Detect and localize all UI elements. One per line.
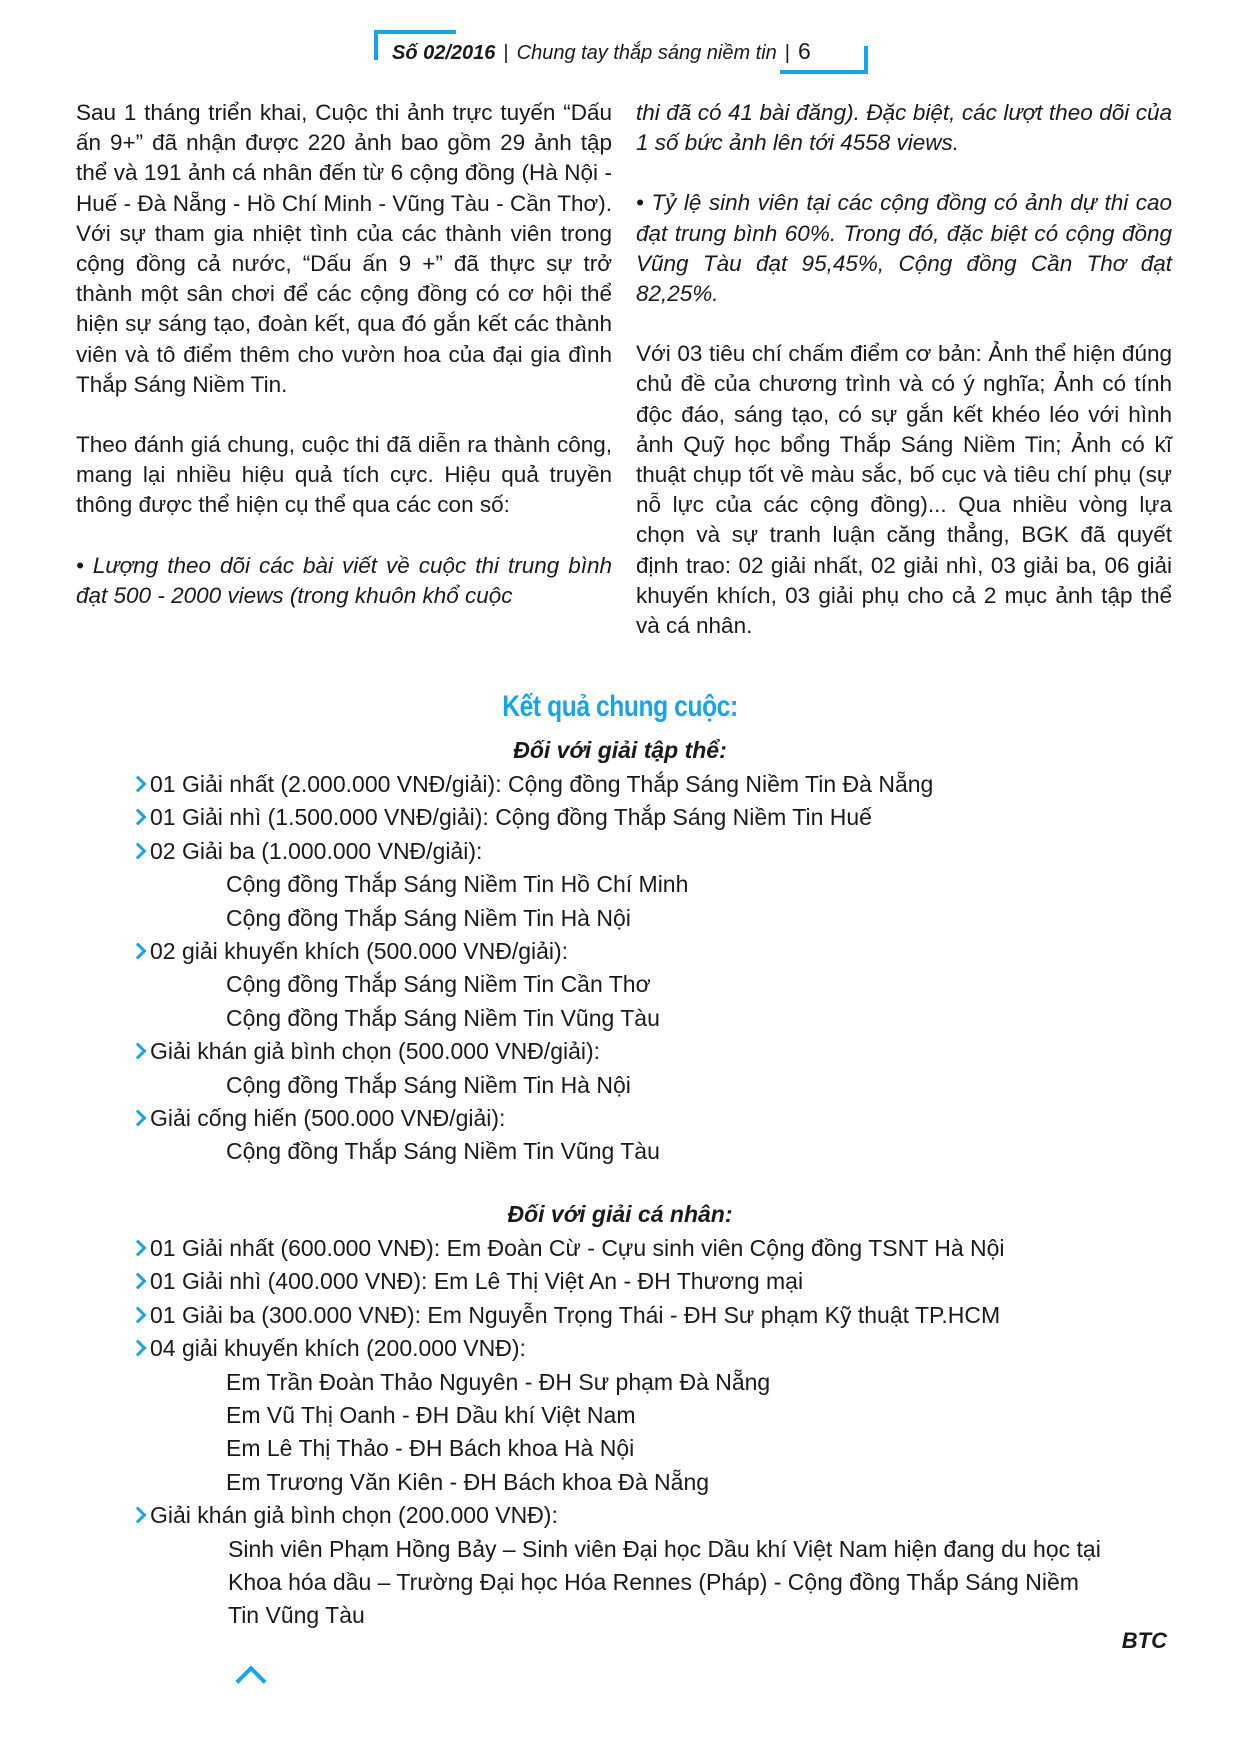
bullet-paragraph-continued: thi đã có 41 bài đăng). Đặc biệt, các lượt theo dõi của 1 số bức ảnh lên tới 4558 views. xyxy=(636,100,1172,156)
individual-awards-heading: Đối với giải cá nhân: xyxy=(507,1201,733,1227)
award-item xyxy=(130,1332,1166,1365)
recipient-line: Sinh viên Phạm Hồng Bảy – Sinh viên Đại học Dầu khí Việt Nam hiện đang du học tại xyxy=(228,1535,1101,1562)
chevron-right-icon xyxy=(130,1240,147,1257)
award-item xyxy=(130,801,933,834)
chevron-right-icon xyxy=(130,776,147,793)
chevron-up-icon xyxy=(235,1665,266,1696)
header-rule-top xyxy=(374,30,456,34)
issue-number: Số 02/2016 xyxy=(392,42,496,64)
award-text: Em Lê Thị Thảo - ĐH Bách khoa Hà Nội xyxy=(226,1435,635,1462)
page-header xyxy=(392,38,811,65)
award-text: Giải khán giả bình chọn (500.000 VNĐ/giải): xyxy=(150,1038,601,1065)
award-item xyxy=(130,1035,933,1068)
back-to-top-button[interactable] xyxy=(232,1660,268,1688)
recipient-line: Tin Vũng Tàu xyxy=(228,1602,365,1629)
award-recipient xyxy=(130,1002,933,1035)
group-awards-list xyxy=(130,768,933,1169)
chevron-right-icon xyxy=(130,1306,147,1323)
chevron-right-icon xyxy=(130,1043,147,1060)
award-recipient xyxy=(130,902,933,935)
award-text: 02 giải khuyến khích (500.000 VNĐ/giải): xyxy=(150,937,569,964)
award-text: 01 Giải ba (300.000 VNĐ): Em Nguyễn Trọng Thái - ĐH Sư phạm Kỹ thuật TP.HCM xyxy=(150,1301,1001,1328)
header-rule-left-vertical xyxy=(374,30,378,60)
award-recipient xyxy=(130,1069,933,1102)
award-recipient xyxy=(130,1432,1166,1465)
header-rule-bottom xyxy=(780,70,868,74)
chevron-right-icon xyxy=(130,842,147,859)
award-recipient xyxy=(130,868,933,901)
award-recipient xyxy=(130,1366,1166,1399)
award-item xyxy=(130,768,933,801)
chevron-right-icon xyxy=(130,809,147,826)
award-recipient xyxy=(130,1399,1166,1432)
newsletter-title: Chung tay thắp sáng niềm tin xyxy=(516,42,777,64)
award-recipient-multiline xyxy=(130,1533,1166,1633)
award-item xyxy=(130,835,933,868)
award-text: 01 Giải nhất (600.000 VNĐ): Em Đoàn Cừ - Cựu sinh viên Cộng đồng TSNT Hà Nội xyxy=(150,1235,1005,1261)
award-item xyxy=(130,935,933,968)
award-item xyxy=(130,1102,933,1135)
chevron-right-icon xyxy=(130,1273,147,1290)
individual-awards-list xyxy=(130,1232,1166,1633)
left-column xyxy=(76,98,612,641)
award-item xyxy=(130,1232,1166,1265)
bullet-paragraph: • Lượng theo dõi các bài viết về cuộc thi trung bình đạt 500 - 2000 views (trong khuôn khổ cuộc xyxy=(76,552,612,608)
award-item xyxy=(130,1265,1166,1298)
award-text: Em Trương Văn Kiên - ĐH Bách khoa Đà Nẵng xyxy=(226,1468,710,1495)
recipient-line: Khoa hóa dầu – Trường Đại học Hóa Rennes (Pháp) - Cộng đồng Thắp Sáng Niềm xyxy=(228,1568,1079,1595)
award-recipient xyxy=(130,1135,933,1168)
award-text: Em Vũ Thị Oanh - ĐH Dầu khí Việt Nam xyxy=(226,1401,636,1428)
award-text: 04 giải khuyến khích (200.000 VNĐ): xyxy=(150,1335,526,1362)
award-recipient xyxy=(130,1466,1166,1499)
chevron-right-icon xyxy=(130,1507,147,1524)
page-number: 6 xyxy=(798,38,811,64)
award-text: Cộng đồng Thắp Sáng Niềm Tin Hồ Chí Minh xyxy=(226,871,689,898)
award-text: Cộng đồng Thắp Sáng Niềm Tin Hà Nội xyxy=(226,904,631,931)
award-text: 01 Giải nhất (2.000.000 VNĐ/giải): Cộng đồng Thắp Sáng Niềm Tin Đà Nẵng xyxy=(150,771,934,797)
award-text: Cộng đồng Thắp Sáng Niềm Tin Cần Thơ xyxy=(226,971,651,998)
group-awards-heading: Đối với giải tập thể: xyxy=(513,737,727,763)
award-item xyxy=(130,1499,1166,1532)
award-text: 02 Giải ba (1.000.000 VNĐ/giải): xyxy=(150,837,483,864)
bullet-paragraph: • Tỷ lệ sinh viên tại các cộng đồng có ảnh dự thi cao đạt trung bình 60%. Trong đó, đặc biệt có cộng đồng Vũng Tàu đạt 95,45%, Cộng đồng Cần Thơ đạt 82,25%. xyxy=(636,190,1172,307)
page-separator: | xyxy=(784,42,790,64)
award-text: 01 Giải nhì (1.500.000 VNĐ/giải): Cộng đồng Thắp Sáng Niềm Tin Huế xyxy=(150,804,872,831)
award-text: Cộng đồng Thắp Sáng Niềm Tin Vũng Tàu xyxy=(226,1004,660,1031)
header-separator: | xyxy=(503,42,509,64)
award-text: Em Trần Đoàn Thảo Nguyên - ĐH Sư phạm Đà Nẵng xyxy=(226,1368,771,1395)
award-recipient xyxy=(130,968,933,1001)
results-heading: Kết quả chung cuộc: xyxy=(502,690,738,723)
award-text: Giải khán giả bình chọn (200.000 VNĐ): xyxy=(150,1502,558,1529)
chevron-right-icon xyxy=(130,1109,147,1126)
award-text: 01 Giải nhì (400.000 VNĐ): Em Lê Thị Việt An - ĐH Thương mại xyxy=(150,1268,804,1295)
award-item xyxy=(130,1299,1166,1332)
header-rule-right-vertical xyxy=(864,46,868,74)
right-column xyxy=(636,98,1172,671)
paragraph: Sau 1 tháng triển khai, Cuộc thi ảnh trực tuyến “Dấu ấn 9+” đã nhận được 220 ảnh bao gồm 29 ảnh tập thể và 191 ảnh cá nhân đến từ 6 cộng đồng (Hà Nội - Huế - Đà Nẵng - Hồ Chí Minh - Vũng Tàu - Cần Thơ). Với sự tham gia nhiệt tình của các thành viên trong cộng đồng cả nước, “Dấu ấn 9 +” đã thực sự trở thành một sân chơi để các cộng đồng có cơ hội thể hiện sự sáng tạo, đoàn kết, qua đó gắn kết các thành viên và tô điểm thêm cho vườn hoa của đại gia đình Thắp Sáng Niềm Tin. xyxy=(76,100,612,397)
award-text: Cộng đồng Thắp Sáng Niềm Tin Hà Nội xyxy=(226,1071,631,1098)
chevron-right-icon xyxy=(130,1340,147,1357)
paragraph: Với 03 tiêu chí chấm điểm cơ bản: Ảnh thể hiện đúng chủ đề của chương trình và có ý nghĩa; Ảnh có tính độc đáo, sáng tạo, có sự gắn kết khéo léo với hình ảnh Quỹ học bổng Thắp Sáng Niềm Tin; Ảnh có kĩ thuật chụp tốt về màu sắc, bố cục và tiêu chí phụ (sự nỗ lực của các cộng đồng)... Qua nhiều vòng lựa chọn và sự tranh luận căng thẳng, BGK đã quyết định trao: 02 giải nhất, 02 giải nhì, 03 giải ba, 06 giải khuyến khích, 03 giải phụ cho cả 2 mục ảnh tập thể và cá nhân. xyxy=(636,341,1172,639)
signature: BTC xyxy=(1121,1628,1167,1653)
award-text: Giải cống hiến (500.000 VNĐ/giải): xyxy=(150,1104,506,1131)
paragraph: Theo đánh giá chung, cuộc thi đã diễn ra thành công, mang lại nhiều hiệu quả tích cực. Hiệu quả truyền thông được thể hiện cụ thể qua các con số: xyxy=(76,432,612,518)
award-text: Cộng đồng Thắp Sáng Niềm Tin Vũng Tàu xyxy=(226,1138,660,1165)
chevron-right-icon xyxy=(130,942,147,959)
